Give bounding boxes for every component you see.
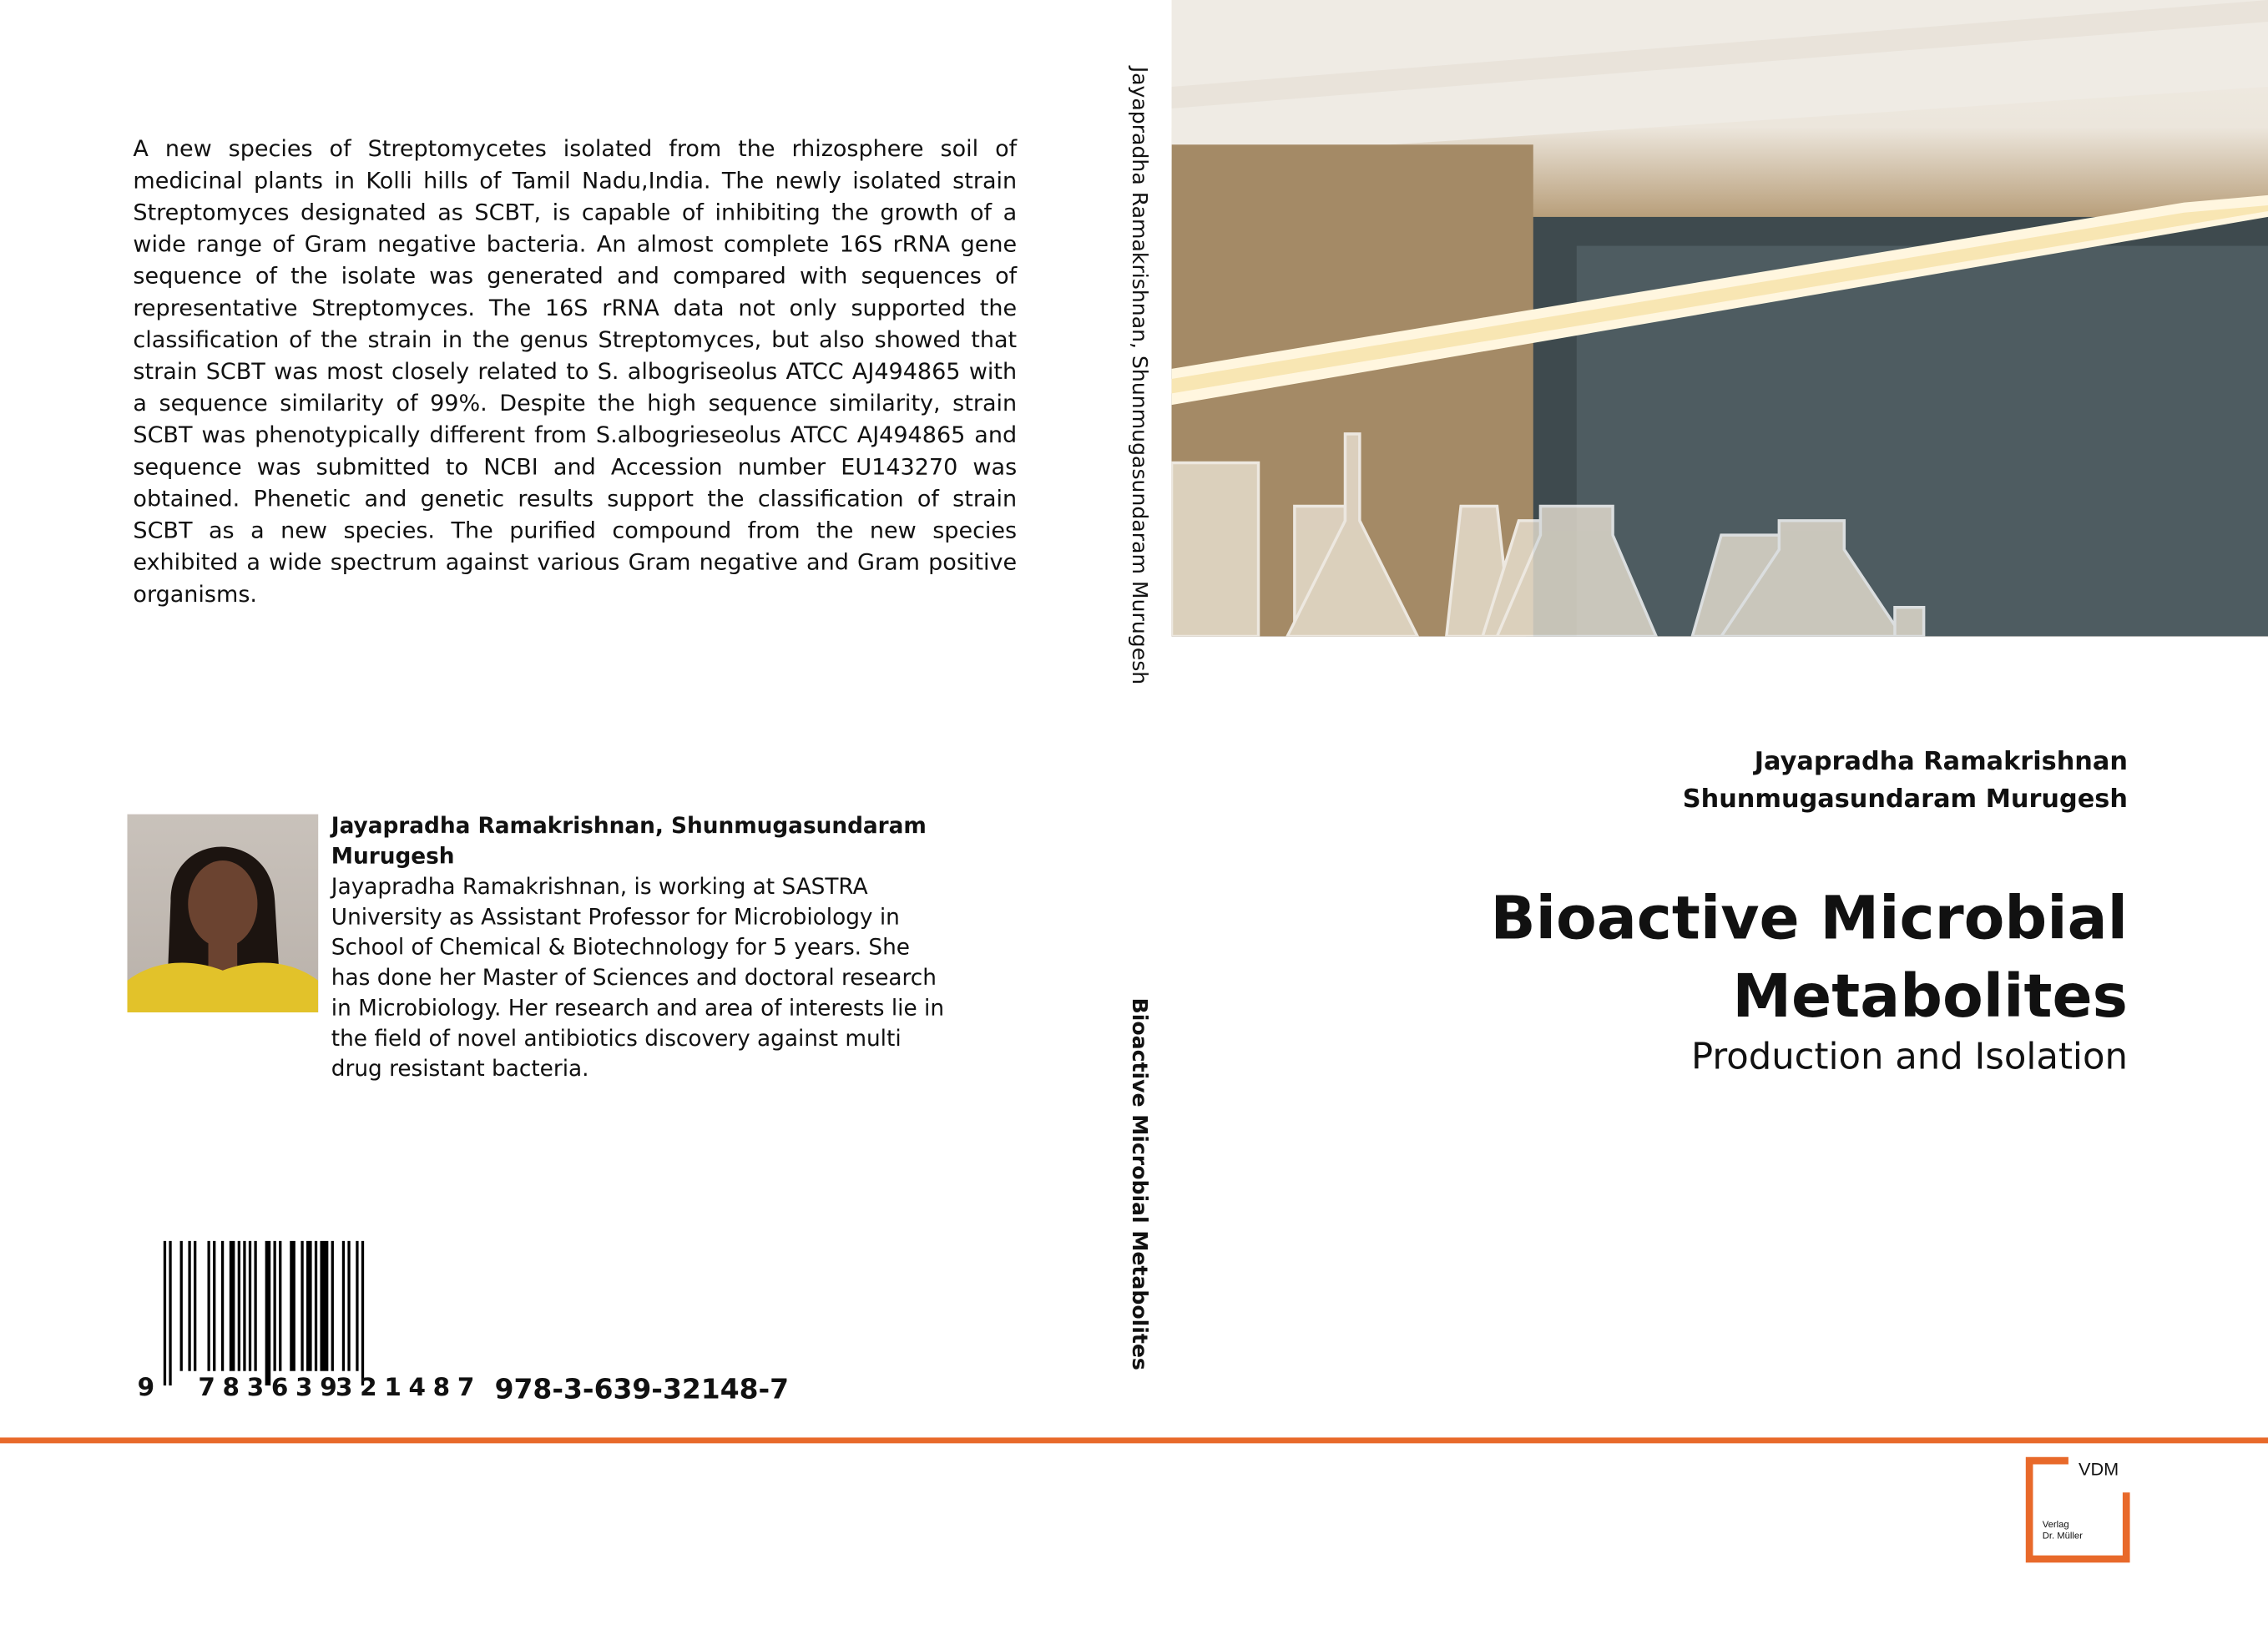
barcode-bar [301, 1241, 303, 1371]
spine-authors: Jayapradha Ramakrishnan, Shunmugasundaram Murugesh [1126, 66, 1150, 685]
barcode-bar [230, 1241, 235, 1371]
barcode-bar [194, 1241, 196, 1371]
logo-dr-muller: Dr. Müller [2042, 1532, 2083, 1542]
barcode-bar [315, 1241, 317, 1371]
back-cover-blurb: A new species of Streptomycetes isolated from the rhizosphere soil of medicinal plants in Kolli hills of Tamil Nadu,India. The newly isolated strain Streptomyces designated as SCBT, is capable of inhibiting the growth of a wide range of Gram negative bacteria. An almost complete 16S rRNA gene sequence of the isolate was generated and compared with sequences of representative Streptomyces. The 16S rRNA data not only supported the classification of the strain in the genus Streptomyces, but also showed that strain SCBT was most closely related to S. albogriseolus ATCC AJ494865 with a sequence similarity of 99%. Despite the high sequence similarity, strain SCBT was phenotypically different from S.albogrieseolus ATCC AJ494865 and sequence was submitted to NCBI and Accession number EU143270 was obtained. Phenetic and genetic results support the classification of strain SCBT as a new species. The purified compound from the new species exhibited a wide spectrum against various Gram negative and Gram positive organisms. [133, 135, 1018, 608]
barcode-bar [361, 1241, 364, 1385]
bio-heading: Jayapradha Ramakrishnan, Shunmugasundaram Murugesh [331, 812, 927, 870]
barcode-bar [249, 1241, 251, 1371]
title-line-2: Metabolites [1732, 961, 2128, 1032]
bio-text: Jayapradha Ramakrishnan, is working at SASTRA University as Assistant Professor for Microbiology in School of Chemical & Biotechnology for 5 years. She has done her Master of Sciences and doctoral research in Microbiology. Her research and area of interests lie in the field of novel antibiotics discovery against multi drug resistant bacteria. [331, 873, 945, 1082]
spine-title: Bioactive Microbial Metabolites [1126, 997, 1150, 1370]
barcode-bar [320, 1241, 328, 1371]
title-line-1: Bioactive Microbial [1490, 883, 2128, 953]
logo-vdm-text: VDM [2079, 1459, 2119, 1480]
front-author-1: Jayapradha Ramakrishnan [1754, 747, 2128, 777]
barcode-bar [213, 1241, 215, 1371]
barcode-bar [164, 1241, 166, 1385]
barcode-digits-left: 783639 [198, 1374, 345, 1403]
barcode-bar [221, 1241, 224, 1371]
logo-sub-text [2043, 1520, 2083, 1543]
barcode-bar [254, 1241, 256, 1371]
barcode-bar [347, 1241, 350, 1371]
isbn-number: 978-3-639-32148-7 [494, 1374, 790, 1406]
barcode-digit-lead: 9 [137, 1374, 155, 1403]
barcode-bar [290, 1241, 295, 1371]
barcode-bar [356, 1241, 358, 1371]
barcode-bar [180, 1241, 183, 1371]
front-authors [1683, 744, 2128, 819]
barcode-bar [279, 1241, 281, 1371]
book-subtitle: Production and Isolation [1690, 1035, 2128, 1077]
barcode-bar [306, 1241, 312, 1371]
barcode-bar [207, 1241, 210, 1371]
author-bio [331, 811, 953, 1084]
barcode-bar [238, 1241, 240, 1371]
book-title [1491, 880, 2128, 1036]
cover-photo-lab-glassware [1172, 0, 2268, 636]
orange-divider [0, 1437, 2268, 1443]
author-photo [127, 815, 318, 1012]
isbn-barcode [133, 1241, 482, 1411]
barcode-bar [243, 1241, 245, 1371]
vdm-publisher-logo [2025, 1456, 2130, 1563]
barcode-digits-right: 321487 [336, 1374, 482, 1403]
front-author-2: Shunmugasundaram Murugesh [1682, 785, 2128, 815]
barcode-bar [342, 1241, 345, 1371]
barcode-bar [273, 1241, 275, 1371]
barcode-bar [331, 1241, 334, 1371]
barcode-bar [188, 1241, 190, 1371]
logo-verlag: Verlag [2042, 1520, 2069, 1531]
barcode-bar [265, 1241, 271, 1385]
barcode-bar [169, 1241, 171, 1385]
